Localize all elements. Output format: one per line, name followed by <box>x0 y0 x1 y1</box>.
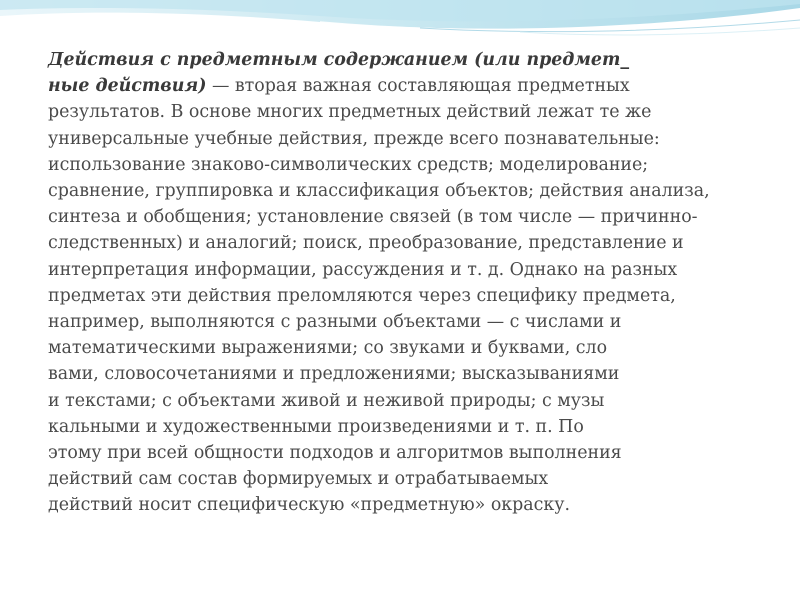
line-text: универсальные учебные действия, прежде всего познавательные: <box>48 128 660 149</box>
line-text: вами, словосочетаниями и предложениями; высказываниями <box>48 364 620 385</box>
text-line <box>48 99 788 125</box>
text-line <box>48 47 788 73</box>
text-line <box>48 230 788 256</box>
text-line <box>48 466 788 492</box>
text-line <box>48 309 788 335</box>
line-text: математическими выражениями; со звуками и буквами, сло <box>48 338 608 359</box>
text-line <box>48 440 788 466</box>
line-text: сравнение, группировка и классификация объектов; действия анализа, <box>48 181 710 202</box>
text-line <box>48 152 788 178</box>
line-text: следственных) и аналогий; поиск, преобразование, представление и <box>48 233 684 254</box>
line-text: предметах эти действия преломляются через специфику предмета, <box>48 285 676 306</box>
line-text: действий носит специфическую «предметную» окраску. <box>48 495 571 516</box>
text-line <box>48 414 788 440</box>
text-line <box>48 388 788 414</box>
line-text: например, выполняются с разными объектами — с числами и <box>48 312 622 333</box>
line-text: использование знаково-символических средств; моделирование; <box>48 154 649 175</box>
text-line <box>48 492 788 518</box>
main-paragraph <box>48 47 788 519</box>
line-text: этому при всей общности подходов и алгоритмов выполнения <box>48 443 622 464</box>
text-line <box>48 126 788 152</box>
text-line <box>48 335 788 361</box>
line-text: интерпретация информации, рассуждения и т. д. Однако на разных <box>48 259 678 280</box>
emphasized-term: ные действия) <box>48 76 207 97</box>
emphasized-term: Действия с предметным содержанием (или предмет_ <box>48 50 630 70</box>
line-text: кальными и художественными произведениями и т. п. По <box>48 416 584 437</box>
text-line <box>48 73 788 99</box>
line-text: синтеза и обобщения; установление связей (в том числе — причинно- <box>48 207 698 228</box>
line-text: и текстами; с объектами живой и неживой природы; с музы <box>48 390 605 411</box>
text-line <box>48 178 788 204</box>
line-text: — вторая важная составляющая предметных <box>206 76 630 97</box>
text-line <box>48 361 788 387</box>
text-line <box>48 283 788 309</box>
line-text: результатов. В основе многих предметных действий лежат те же <box>48 102 652 123</box>
text-line <box>48 257 788 283</box>
text-line <box>48 204 788 230</box>
line-text: действий сам состав формируемых и отрабатываемых <box>48 469 549 490</box>
